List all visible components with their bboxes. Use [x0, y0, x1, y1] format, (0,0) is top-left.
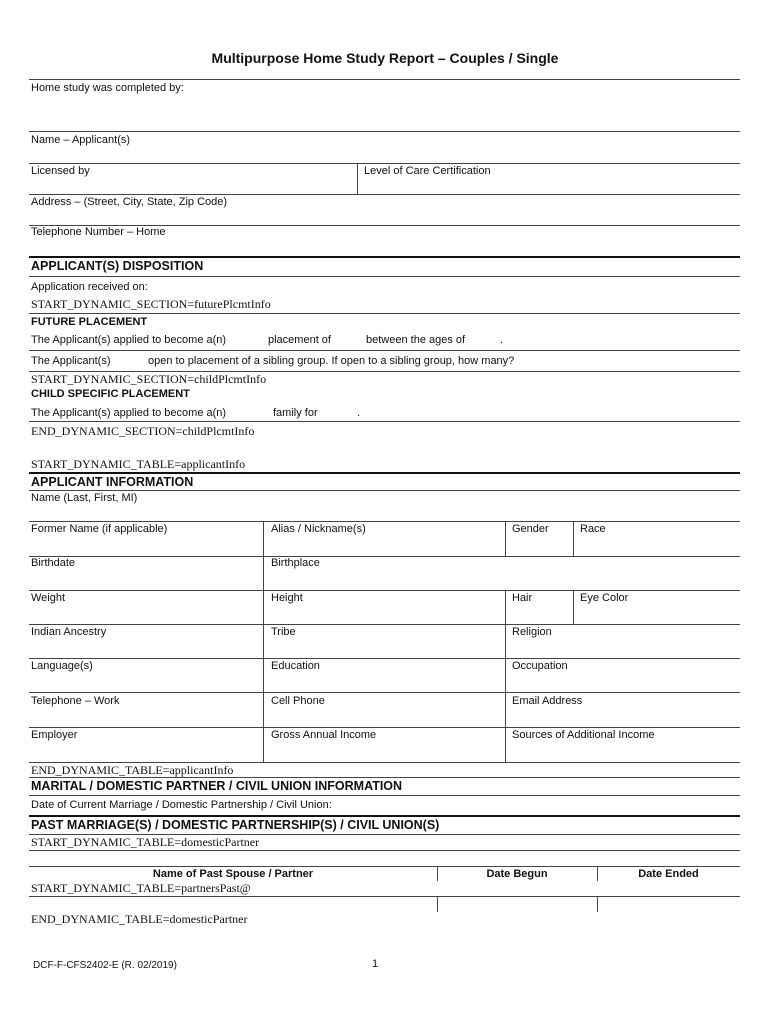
name-applicants-field[interactable]: Name – Applicant(s) — [31, 134, 131, 146]
applicants-open-text: The Applicant(s) — [31, 355, 111, 367]
disposition-heading: APPLICANT(S) DISPOSITION — [31, 259, 204, 273]
divider — [29, 276, 740, 277]
dynamic-table-marker: END_DYNAMIC_TABLE=domesticPartner — [31, 912, 248, 926]
section-divider — [29, 472, 740, 474]
col-begun-header: Date Begun — [486, 868, 548, 880]
divider — [505, 590, 506, 762]
marital-heading: MARITAL / DOMESTIC PARTNER / CIVIL UNION INFORMATION — [31, 779, 403, 793]
race-field[interactable]: Race — [580, 523, 606, 535]
additional-income-field[interactable]: Sources of Additional Income — [512, 729, 655, 741]
education-field[interactable]: Education — [271, 660, 320, 672]
col-spouse-header: Name of Past Spouse / Partner — [152, 868, 314, 880]
period-text: . — [500, 334, 504, 346]
birthdate-field[interactable]: Birthdate — [31, 557, 76, 569]
divider — [29, 658, 740, 659]
divider — [357, 163, 358, 194]
divider — [29, 795, 740, 796]
divider — [29, 79, 740, 80]
telephone-home-field[interactable]: Telephone Number – Home — [31, 226, 166, 238]
divider — [29, 521, 740, 522]
divider — [29, 777, 740, 778]
divider — [29, 590, 740, 591]
gross-income-field[interactable]: Gross Annual Income — [271, 729, 377, 741]
applied-become-text: The Applicant(s) applied to become a(n) — [31, 334, 227, 346]
placement-of-text: placement of — [268, 334, 331, 346]
application-received-field[interactable]: Application received on: — [31, 281, 148, 293]
dynamic-section-marker: START_DYNAMIC_SECTION=childPlcmtInfo — [31, 372, 267, 386]
future-placement-heading: FUTURE PLACEMENT — [31, 316, 148, 328]
eye-color-field[interactable]: Eye Color — [580, 592, 629, 604]
alias-field[interactable]: Alias / Nickname(s) — [271, 523, 366, 535]
divider — [29, 350, 740, 351]
dynamic-table-marker: START_DYNAMIC_TABLE=domesticPartner — [31, 835, 260, 849]
address-field[interactable]: Address – (Street, City, State, Zip Code) — [31, 196, 228, 208]
indian-ancestry-field[interactable]: Indian Ancestry — [31, 626, 107, 638]
hair-field[interactable]: Hair — [512, 592, 533, 604]
divider — [29, 194, 740, 195]
dynamic-table-marker: START_DYNAMIC_TABLE=applicantInfo — [31, 457, 246, 471]
cell-phone-field[interactable]: Cell Phone — [271, 695, 325, 707]
level-of-care-field[interactable]: Level of Care Certification — [364, 165, 491, 177]
divider — [29, 421, 740, 422]
divider — [573, 521, 574, 556]
col-ended-header: Date Ended — [638, 868, 699, 880]
divider — [437, 866, 438, 881]
dynamic-table-marker: END_DYNAMIC_TABLE=applicantInfo — [31, 763, 234, 777]
completed-by-field[interactable]: Home study was completed by: — [31, 82, 184, 94]
divider — [29, 556, 740, 557]
divider — [263, 521, 264, 762]
divider — [29, 850, 740, 851]
weight-field[interactable]: Weight — [31, 592, 66, 604]
email-field[interactable]: Email Address — [512, 695, 583, 707]
divider — [29, 727, 740, 728]
divider — [597, 896, 598, 912]
tribe-field[interactable]: Tribe — [271, 626, 296, 638]
divider — [29, 624, 740, 625]
licensed-by-field[interactable]: Licensed by — [31, 165, 90, 177]
divider — [437, 896, 438, 912]
name-last-first-field[interactable]: Name (Last, First, MI) — [31, 492, 138, 504]
dynamic-section-marker: START_DYNAMIC_SECTION=futurePlcmtInfo — [31, 297, 271, 311]
applicant-info-heading: APPLICANT INFORMATION — [31, 475, 194, 489]
divider — [29, 163, 740, 164]
employer-field[interactable]: Employer — [31, 729, 78, 741]
religion-field[interactable]: Religion — [512, 626, 552, 638]
divider — [29, 313, 740, 314]
divider — [29, 866, 740, 867]
section-divider — [29, 256, 740, 258]
child-specific-heading: CHILD SPECIFIC PLACEMENT — [31, 388, 190, 400]
date-current-marriage-field[interactable]: Date of Current Marriage / Domestic Partnership / Civil Union: — [31, 799, 332, 811]
former-name-field[interactable]: Former Name (if applicable) — [31, 523, 168, 535]
between-ages-text: between the ages of — [366, 334, 466, 346]
divider — [505, 521, 506, 556]
family-for-text: family for — [273, 407, 318, 419]
divider — [573, 590, 574, 624]
occupation-field[interactable]: Occupation — [512, 660, 568, 672]
height-field[interactable]: Height — [271, 592, 303, 604]
dynamic-section-marker: END_DYNAMIC_SECTION=childPlcmtInfo — [31, 424, 255, 438]
page-number: 1 — [372, 958, 379, 970]
applied-become-text-2: The Applicant(s) applied to become a(n) — [31, 407, 227, 419]
dynamic-table-marker: START_DYNAMIC_TABLE=partnersPast@ — [31, 881, 251, 895]
page-title: Multipurpose Home Study Report – Couples / Single — [211, 50, 559, 66]
section-divider — [29, 815, 740, 817]
gender-field[interactable]: Gender — [512, 523, 549, 535]
period-text-2: . — [357, 407, 361, 419]
divider — [597, 866, 598, 881]
form-id: DCF-F-CFS2402-E (R. 02/2019) — [33, 960, 177, 971]
past-marriage-heading: PAST MARRIAGE(S) / DOMESTIC PARTNERSHIP(S) / CIVIL UNION(S) — [31, 818, 440, 832]
divider — [29, 896, 740, 897]
birthplace-field[interactable]: Birthplace — [271, 557, 320, 569]
divider — [29, 490, 740, 491]
sibling-group-text: open to placement of a sibling group. If open to a sibling group, how many? — [148, 355, 515, 367]
telephone-work-field[interactable]: Telephone – Work — [31, 695, 120, 707]
divider — [29, 692, 740, 693]
languages-field[interactable]: Language(s) — [31, 660, 93, 672]
divider — [29, 131, 740, 132]
